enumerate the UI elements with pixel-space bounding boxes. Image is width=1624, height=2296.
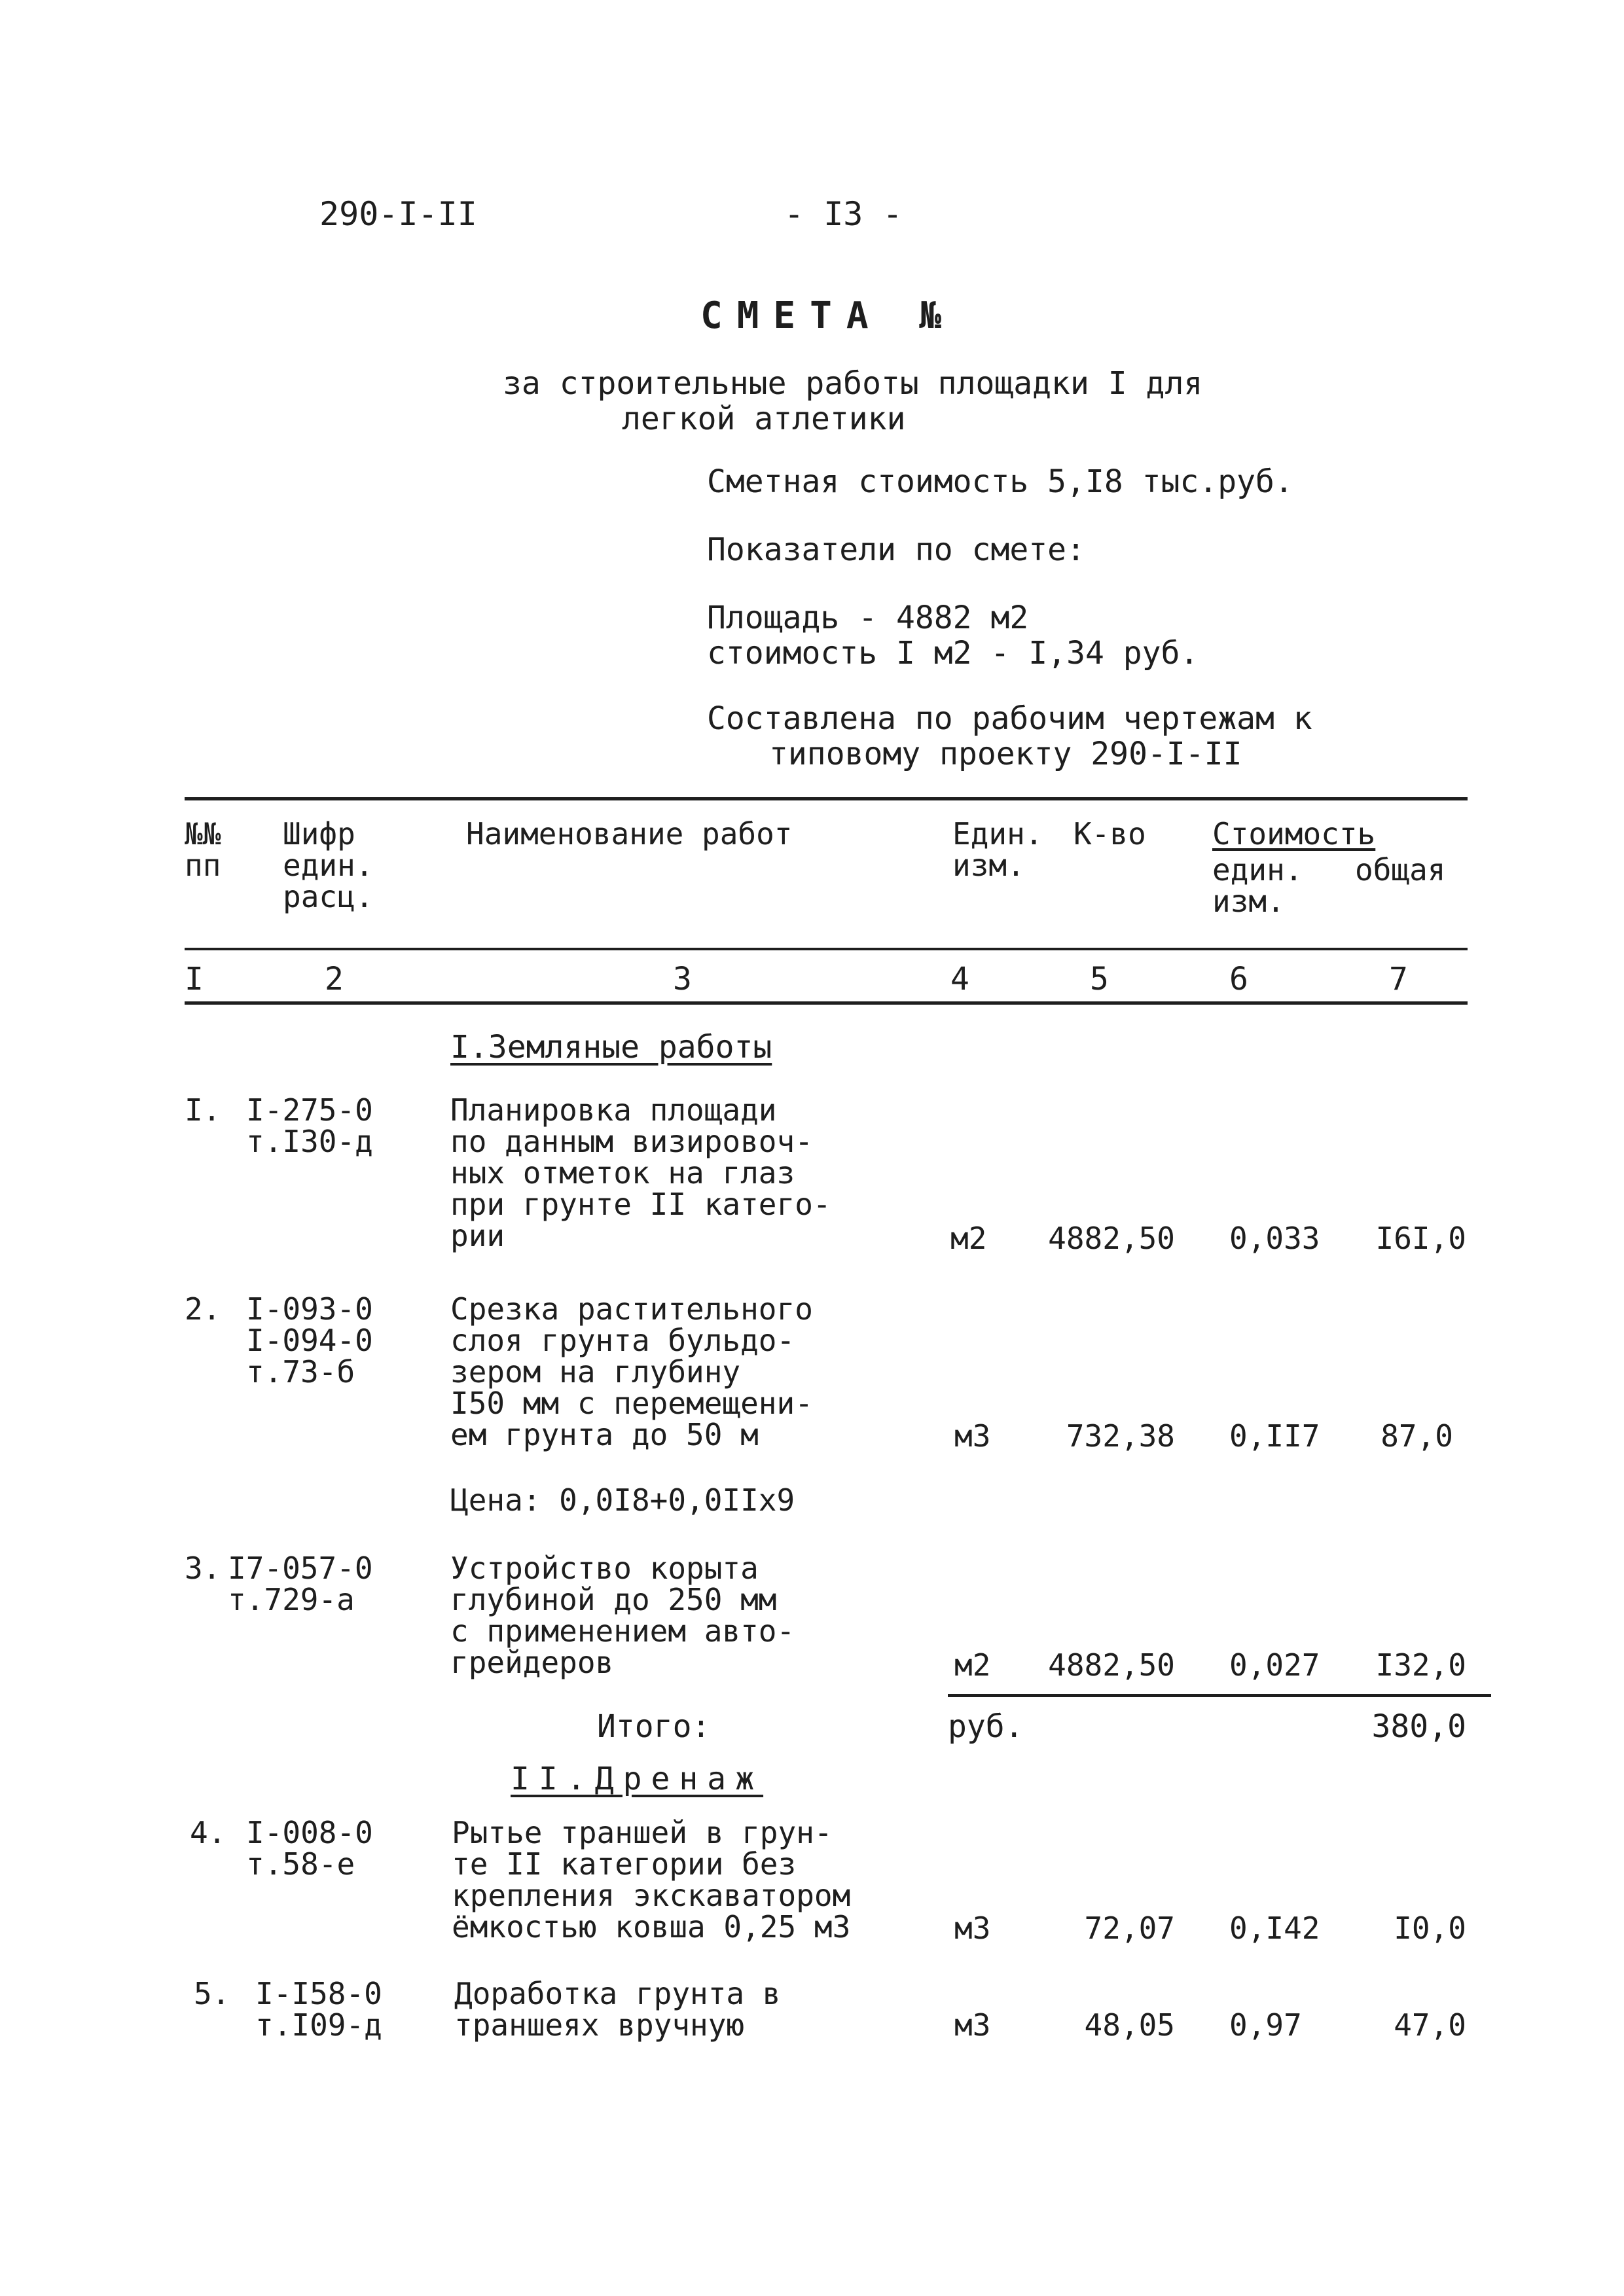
compiled-note-line2: типовому проекту 290-I-II [769,736,1242,772]
row-4-name: Рытье траншей в грун- те II категории без крепления экскаватором ёмкостью ковша 0,25 м3 [452,1815,851,1945]
row-1-name: Планировка площади по данным визировоч- ных отметок на глаз при грунте II катего- рии [450,1092,831,1253]
row-2-number: 2. [185,1291,221,1327]
header-unit-cost: един. изм. [1212,852,1303,919]
column-number-5: 5 [1090,961,1109,997]
column-number-3: 3 [673,961,692,997]
document-subtitle-line2: легкой атлетики [622,401,906,437]
unit-cost-indicator: стоимость I м2 - I,34 руб. [707,635,1199,672]
column-number-2: 2 [325,961,344,997]
row-5-quantity: 48,05 [1084,2007,1175,2043]
document-title: СМЕТА № [700,295,956,337]
row-3-unit-price: 0,027 [1229,1647,1320,1683]
area-indicator: Площадь - 4882 м2 [707,600,1029,636]
table-top-rule [185,797,1468,800]
row-2-quantity: 732,38 [1066,1418,1175,1454]
row-5-unit: м3 [954,2007,991,2043]
section-title-drainage: II.Дренаж [511,1761,764,1797]
row-2-unit: м3 [954,1418,991,1454]
row-3-name: Устройство корыта глубиной до 250 мм с применением авто- грейдеров [450,1551,795,1680]
row-1-code: I-275-0 т.I30-д [246,1092,373,1159]
row-1-unit: м2 [950,1221,987,1256]
column-number-6: 6 [1229,961,1248,997]
row-3-unit: м2 [954,1647,991,1683]
header-cost-group: Стоимость [1212,816,1376,852]
header-work-name: Наименование работ [466,816,793,852]
row-5-unit-price: 0,97 [1229,2007,1302,2043]
row-1-quantity: 4882,50 [1048,1221,1175,1256]
section-title-earthworks: I.Земляные работы [450,1029,772,1066]
column-number-4: 4 [950,961,969,997]
header-row-number: №№ пп [185,816,221,883]
row-4-unit: м3 [954,1910,991,1946]
column-numbers-rule [185,1001,1468,1005]
column-number-7: 7 [1389,961,1408,997]
row-5-name: Доработка грунта в траншеях вручную [454,1976,781,2043]
row-2-unit-price: 0,II7 [1229,1418,1320,1454]
row-1-unit-price: 0,033 [1229,1221,1320,1256]
row-1-number: I. [185,1092,221,1128]
estimated-cost: Сметная стоимость 5,I8 тыс.руб. [707,463,1293,500]
row-2-price-note: Цена: 0,0I8+0,0IIх9 [450,1482,795,1518]
row-3-number: 3. [185,1551,221,1586]
row-5-total: 47,0 [1394,2007,1466,2043]
row-2-name: Срезка растительного слоя грунта бульдо- зером на глубину I50 мм с перемещени- ем грунта до 50 м [450,1291,813,1452]
document-code: 290-I-II [319,195,477,233]
subtotal-label: Итого: [597,1708,711,1745]
subtotal-unit: руб. [948,1708,1024,1745]
row-3-quantity: 4882,50 [1048,1647,1175,1683]
header-total-cost: общая [1355,852,1446,888]
header-unit: Един. изм. [952,816,1043,883]
row-4-quantity: 72,07 [1084,1910,1175,1946]
subtotal-total: 380,0 [1371,1708,1466,1745]
row-5-code: I-I58-0 т.I09-д [255,1976,382,2043]
row-4-number: 4. [190,1815,226,1850]
row-4-code: I-008-0 т.58-е [246,1815,373,1882]
document-subtitle-line1: за строительные работы площадки I для [503,365,1203,402]
indicators-label: Показатели по смете: [707,531,1085,568]
row-2-total: 87,0 [1380,1418,1453,1454]
row-4-total: I0,0 [1394,1910,1466,1946]
header-quantity: К-во [1074,816,1146,852]
row-1-total: I6I,0 [1375,1221,1466,1256]
subtotal-rule [948,1694,1491,1697]
compiled-note-line1: Составлена по рабочим чертежам к [707,700,1312,737]
column-number-1: I [185,961,204,997]
row-3-total: I32,0 [1375,1647,1466,1683]
header-bottom-rule [185,948,1468,950]
row-2-code: I-093-0 I-094-0 т.73-б [246,1291,373,1390]
header-rate-code: Шифр един. расц. [283,816,374,914]
row-3-code: I7-057-0 т.729-а [228,1551,373,1617]
row-4-unit-price: 0,I42 [1229,1910,1320,1946]
row-5-number: 5. [194,1976,230,2011]
page-number: - I3 - [784,195,903,233]
